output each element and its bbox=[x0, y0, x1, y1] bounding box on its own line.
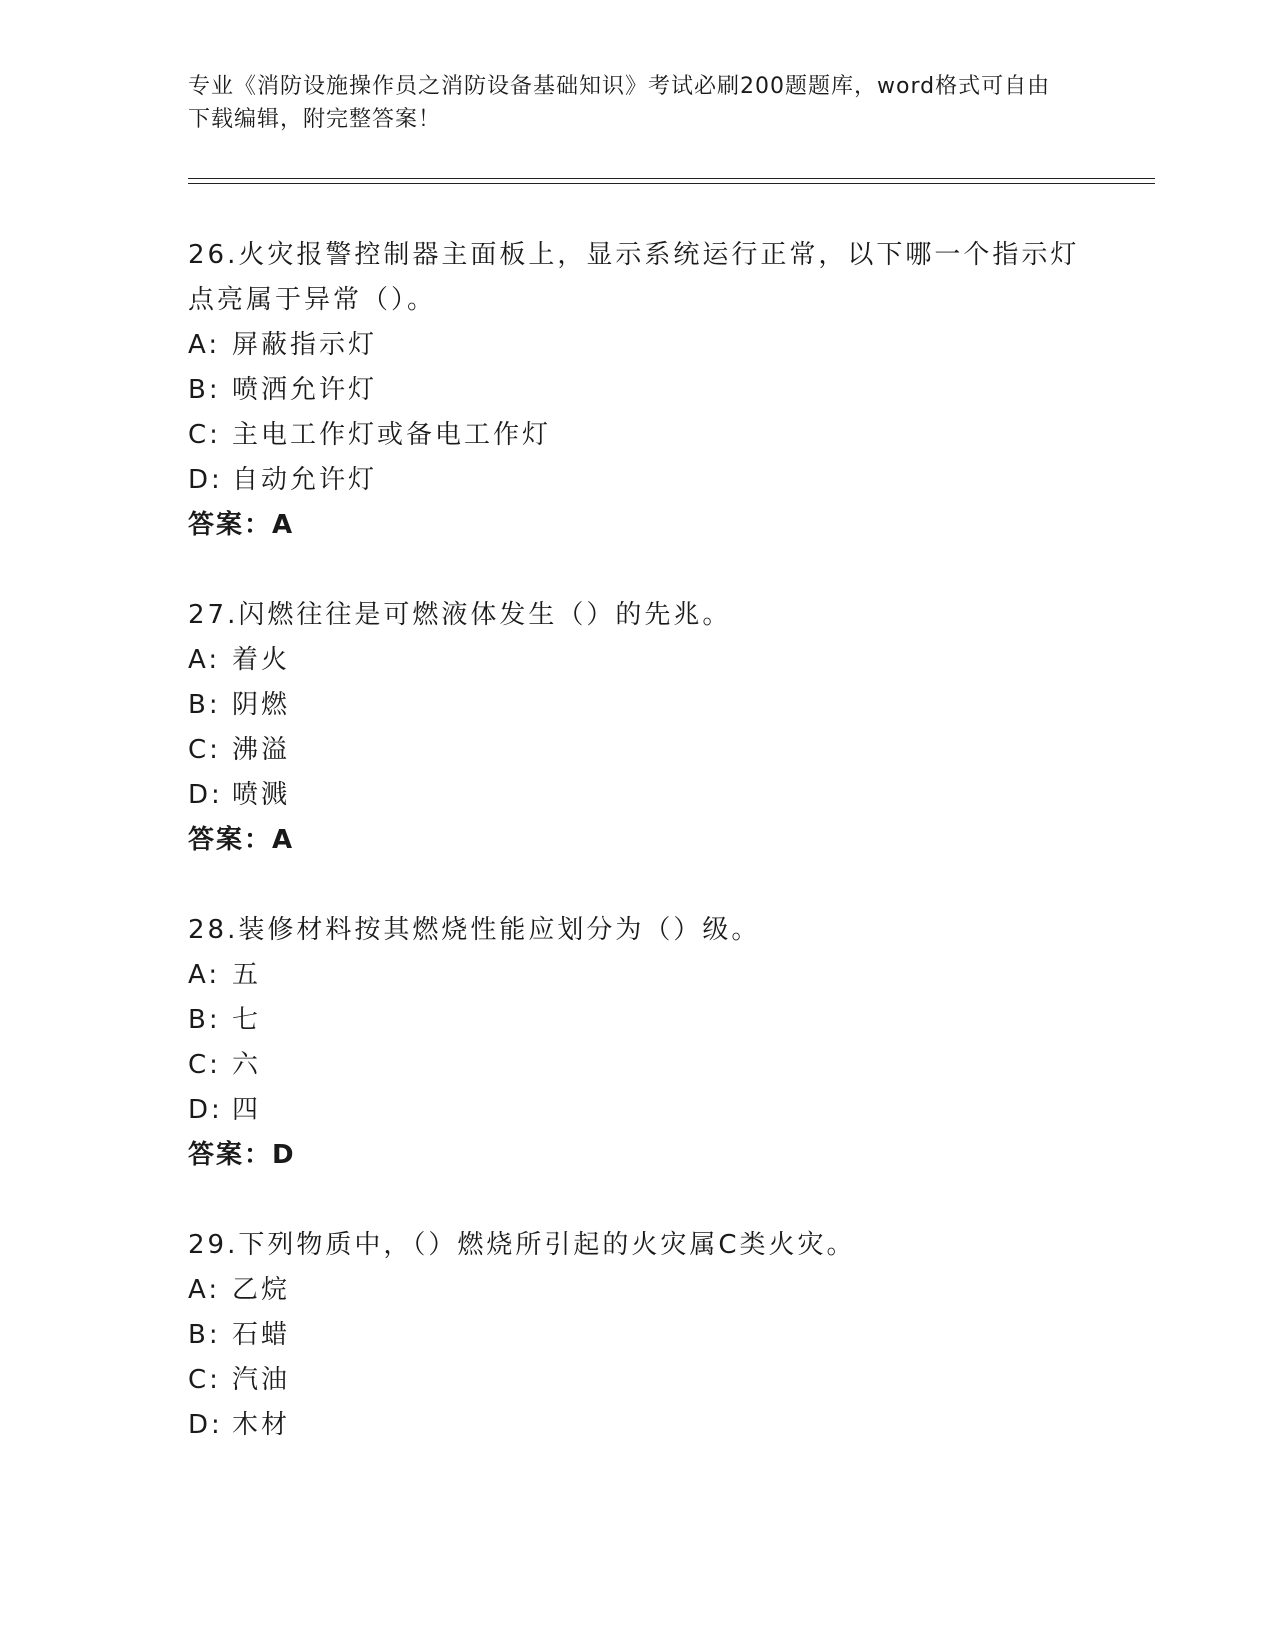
question-28-answer: 答案：D bbox=[188, 1140, 296, 1170]
question-26-option-d: D: 自动允许灯 bbox=[188, 465, 378, 495]
question-26-option-a: A: 屏蔽指示灯 bbox=[188, 330, 378, 360]
question-26-answer: 答案：A bbox=[188, 510, 295, 540]
header-divider-top bbox=[188, 178, 1155, 179]
question-26-option-c: C: 主电工作灯或备电工作灯 bbox=[188, 420, 552, 450]
question-28-text: 28.装修材料按其燃烧性能应划分为（）级。 bbox=[188, 915, 761, 945]
question-28-option-a: A: 五 bbox=[188, 960, 262, 990]
question-26-option-b: B: 喷洒允许灯 bbox=[188, 375, 378, 405]
question-28-option-c: C: 六 bbox=[188, 1050, 262, 1080]
question-29-option-a: A: 乙烷 bbox=[188, 1275, 291, 1305]
question-28-option-d: D: 四 bbox=[188, 1095, 262, 1125]
question-26-text: 26.火灾报警控制器主面板上，显示系统运行正常，以下哪一个指示灯点亮属于异常（）。 bbox=[188, 240, 1080, 315]
question-27-option-c: C: 沸溢 bbox=[188, 735, 291, 765]
header-divider-bottom bbox=[188, 183, 1155, 184]
document-header: 专业《消防设施操作员之消防设备基础知识》考试必刷200题题库，word格式可自由下载编辑，附完整答案！ bbox=[188, 74, 1051, 132]
question-27-option-d: D: 喷溅 bbox=[188, 780, 291, 810]
question-27-text: 27.闪燃往往是可燃液体发生（）的先兆。 bbox=[188, 600, 732, 630]
question-29-option-d: D: 木材 bbox=[188, 1410, 291, 1440]
question-29-option-b: B: 石蜡 bbox=[188, 1320, 291, 1350]
question-27-answer: 答案：A bbox=[188, 825, 295, 855]
question-29-option-c: C: 汽油 bbox=[188, 1365, 291, 1395]
question-29-text: 29.下列物质中，（）燃烧所引起的火灾属C类火灾。 bbox=[188, 1230, 856, 1260]
question-27-option-b: B: 阴燃 bbox=[188, 690, 291, 720]
question-27-option-a: A: 着火 bbox=[188, 645, 291, 675]
question-28-option-b: B: 七 bbox=[188, 1005, 262, 1035]
